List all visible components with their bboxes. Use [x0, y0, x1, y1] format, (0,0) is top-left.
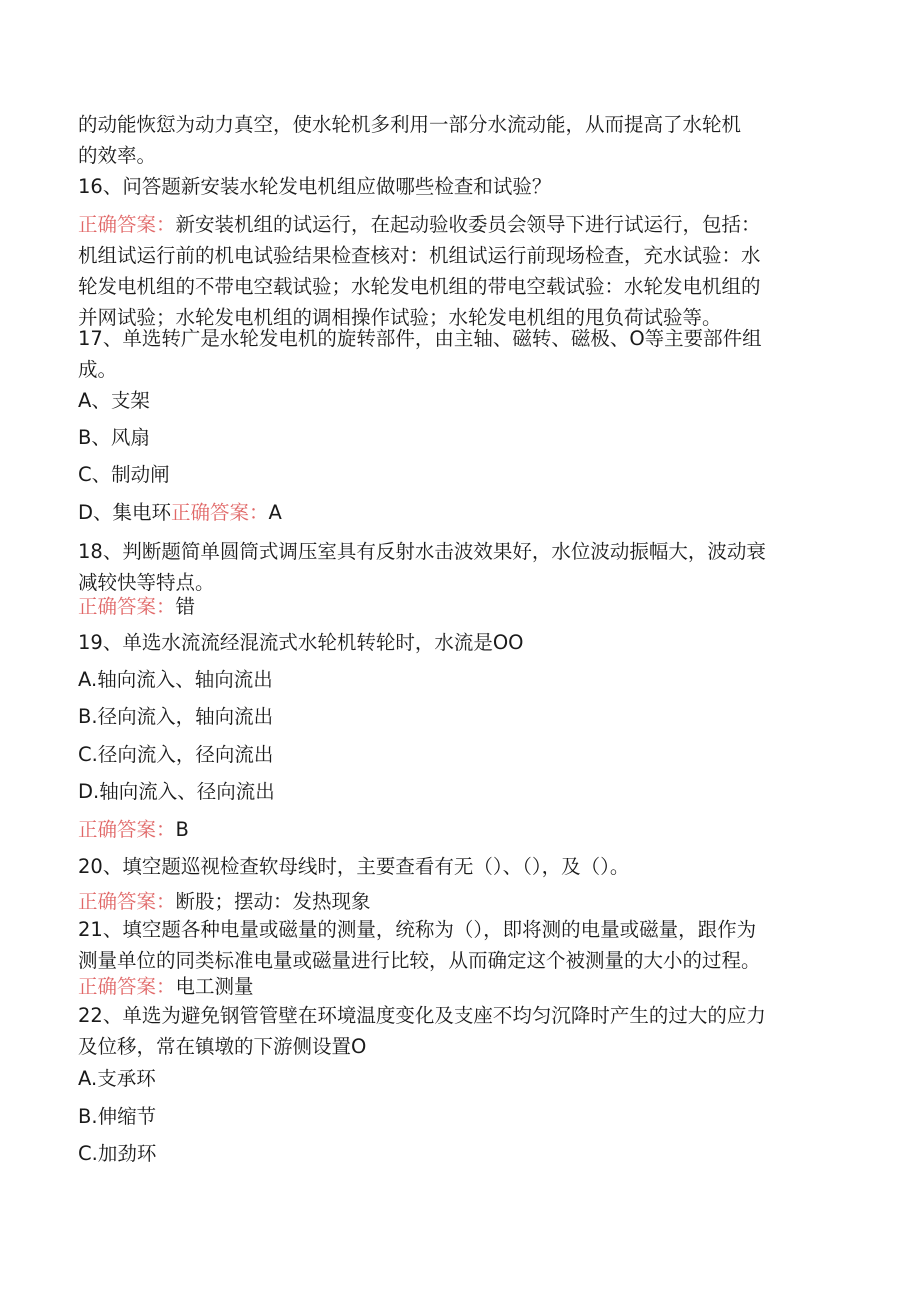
- answer-label: 正确答案：: [78, 213, 176, 236]
- question-text: 测量单位的同类标准电量或磁量进行比较，从而确定这个被测量的大小的过程。: [78, 949, 761, 972]
- option-b: B.径向流入，轴向流出: [78, 705, 274, 728]
- option-d: D.轴向流入、径向流出: [78, 780, 275, 803]
- answer-line: [78, 209, 838, 240]
- question-text: 及位移，常在镇墩的下游侧设置O: [78, 1035, 367, 1058]
- option-d: D、集电环: [78, 501, 172, 524]
- answer-line: 轮发电机组的不带电空载试验；水轮发电机组的带电空载试验：水轮发电机组的: [78, 275, 761, 298]
- question-18: [78, 536, 838, 598]
- question-text: 16、问答题新安装水轮发电机组应做哪些检查和试验？: [78, 175, 552, 198]
- answer-value: 错: [175, 595, 196, 618]
- question-text: 22、单选为避免钢管管壁在环境温度变化及支座不均匀沉降时产生的过大的应力: [78, 1004, 766, 1027]
- answer-value: 电工测量: [175, 975, 254, 998]
- answer-label: 正确答案：: [78, 890, 176, 913]
- option-a: A.轴向流入、轴向流出: [78, 668, 273, 691]
- answer-value: A: [268, 501, 282, 524]
- option-a: A.支承环: [78, 1067, 156, 1090]
- answer-19: [78, 814, 838, 845]
- question-text: 17、单选转广是水轮发电机的旋转部件，由主轴、磁转、磁极、O等主要部件组: [78, 327, 762, 350]
- option-b: B.伸缩节: [78, 1105, 157, 1128]
- answer-label: 正确答案：: [78, 818, 176, 841]
- question-21: [78, 914, 838, 976]
- question-text: 减较快等特点。: [78, 571, 215, 594]
- answer-label: 正确答案：: [78, 595, 176, 618]
- question-text: 18、判断题简单圆筒式调压室具有反射水击波效果好，水位波动振幅大，波动衰: [78, 540, 766, 563]
- continuation-paragraph: [78, 109, 838, 171]
- option-d-with-answer: [78, 497, 838, 528]
- option-a: A、支架: [78, 389, 150, 412]
- option-c: C、制动闸: [78, 463, 170, 486]
- question-16: [78, 171, 838, 202]
- option-c: C.加劲环: [78, 1142, 157, 1165]
- question-17: [78, 323, 838, 385]
- question-19: 19、单选水流流经混流式水轮机转轮时，水流是OO: [78, 631, 524, 654]
- answer-value: 断股；摆动：发热现象: [175, 890, 371, 913]
- answer-line: 并网试验；水轮发电机组的调相操作试验；水轮发电机组的甩负荷试验等。: [78, 306, 722, 329]
- answer-label: 正确答案：: [78, 975, 176, 998]
- answer-value: B: [175, 818, 189, 841]
- answer-21: [78, 971, 838, 1002]
- question-text: 21、填空题各种电量或磁量的测量，统称为（），即将测的电量或磁量，跟作为: [78, 918, 757, 941]
- text-line: 的动能恢愆为动力真空，使水轮机多利用一部分水流动能，从而提高了水轮机: [78, 113, 742, 136]
- question-20: 20、填空题巡视检查软母线时，主要查看有无（）、（），及（）。: [78, 855, 630, 878]
- answer-16: [78, 209, 838, 333]
- answer-18: [78, 591, 838, 622]
- answer-label: 正确答案：: [171, 501, 269, 524]
- question-22: [78, 1000, 838, 1062]
- text-line: 的效率。: [78, 144, 157, 167]
- option-c: C.径向流入，径向流出: [78, 743, 274, 766]
- answer-20: [78, 886, 838, 917]
- answer-line: 机组试运行前的机电试验结果检查核对：机组试运行前现场检查，充水试验：水: [78, 244, 761, 267]
- answer-text: 新安装机组的试运行，在起动验收委员会领导下进行试运行，包括：: [175, 213, 761, 236]
- question-text: 成。: [78, 358, 118, 381]
- option-b: B、风扇: [78, 426, 150, 449]
